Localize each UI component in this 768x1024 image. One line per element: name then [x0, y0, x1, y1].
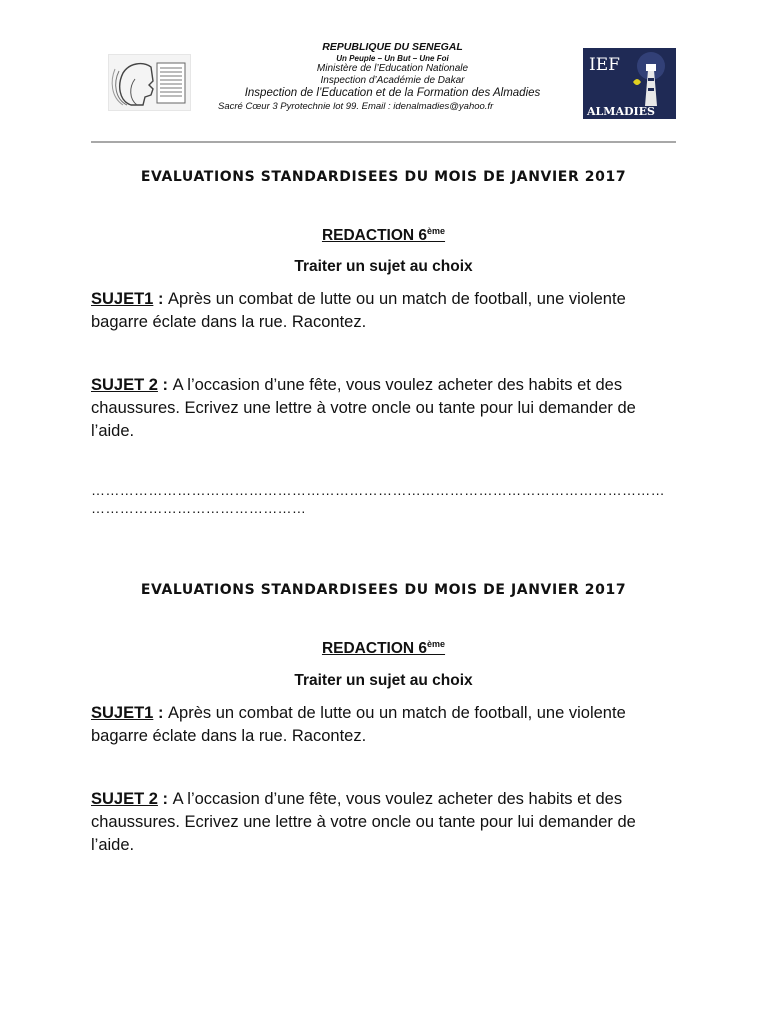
subject-1-label-2: SUJET1 [91, 704, 154, 722]
header-inspection: Inspection de l’Education et de la Formation des Almadies [244, 87, 541, 100]
header-divider [91, 141, 676, 143]
subject-1-label: SUJET1 [91, 290, 154, 308]
evaluation-title: EVALUATIONS STANDARDISEES DU MOIS DE JANVIER 2017 [140, 169, 627, 185]
subject-2-copy: SUJET 2 : A l’occasion d’une fête, vous voulez acheter des habits et des chaussures. Ecrivez une lettre à votre oncle ou tante pour lui demander de l’aide. [91, 790, 636, 854]
redaction-label: REDACTION 6 [321, 227, 428, 245]
header-address: Sacré Cœur 3 Pyrotechnie lot 99. Email : idenalmadies@yahoo.fr [218, 100, 494, 112]
redaction-label-2: REDACTION 6 [321, 640, 428, 658]
evaluation-title-2: EVALUATIONS STANDARDISEES DU MOIS DE JANVIER 2017 [140, 582, 627, 598]
logo-caption: ALMADIES [587, 105, 655, 118]
redaction-sup: ème [427, 226, 446, 236]
header-ministry: Ministère de l’Education Nationale [316, 63, 469, 75]
dotted-separator: ………………………………………………………………………………………………………… ……………………………………… [91, 482, 665, 516]
subject-2: SUJET 2 : A l’occasion d’une fête, vous voulez acheter des habits et des chaussures. Ecrivez une lettre à votre oncle ou tante pour lui demander de l’aide. [91, 376, 636, 440]
redaction-heading [91, 226, 676, 245]
lighthouse-icon [583, 48, 676, 119]
subject-1-text: Après un combat de lutte ou un match de football, une violente bagarre éclate dans la rue. Racontez. [91, 290, 626, 331]
redaction-sup-2: ème [427, 639, 446, 649]
subject-1-copy: SUJET1 : Après un combat de lutte ou un match de football, une violente bagarre éclate dans la rue. Racontez. [91, 704, 626, 745]
subject-2-label: SUJET 2 [91, 376, 158, 394]
logo-letters: IEF [589, 55, 620, 75]
subject-2-label-2: SUJET 2 [91, 790, 158, 808]
instruction-text: Traiter un sujet au choix [294, 258, 473, 275]
instruction-text-2: Traiter un sujet au choix [294, 672, 473, 689]
redaction-heading-2 [91, 639, 676, 658]
document-header [200, 41, 585, 112]
subject-2-text: A l’occasion d’une fête, vous voulez acheter des habits et des chaussures. Ecrivez une lettre à votre oncle ou tante pour lui demander de l’aide. [91, 376, 636, 440]
ministry-logo [108, 54, 191, 111]
subject-1-text-2: Après un combat de lutte ou un match de football, une violente bagarre éclate dans la rue. Racontez. [91, 704, 626, 745]
ief-almadies-logo [583, 48, 676, 119]
header-academy: Inspection d’Académie de Dakar [320, 75, 465, 87]
header-republic: REPUBLIQUE DU SENEGAL [322, 41, 463, 53]
header-motto: Un Peuple – Un But – Une Foi [336, 53, 449, 63]
subject-2-text-2: A l’occasion d’une fête, vous voulez acheter des habits et des chaussures. Ecrivez une lettre à votre oncle ou tante pour lui demander de l’aide. [91, 790, 636, 854]
profile-head-icon [109, 55, 190, 110]
subject-1: SUJET1 : Après un combat de lutte ou un match de football, une violente bagarre éclate dans la rue. Racontez. [91, 290, 626, 331]
